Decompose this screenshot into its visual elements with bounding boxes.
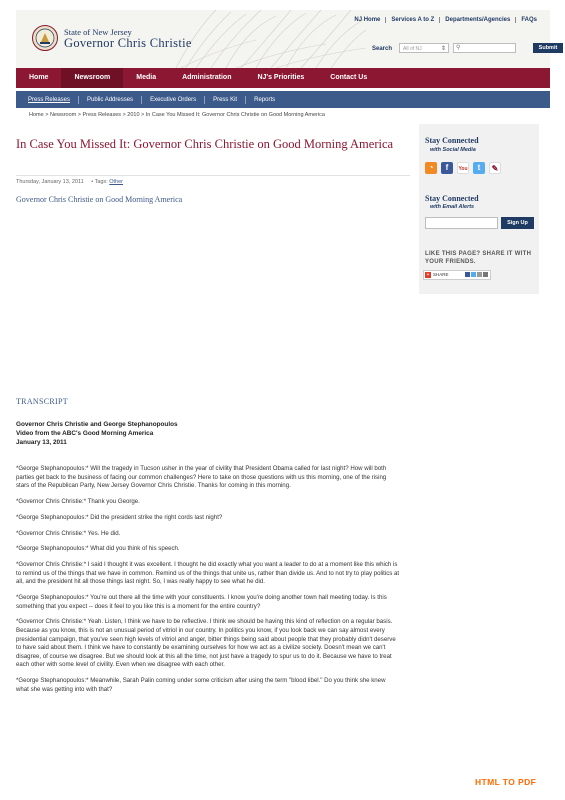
transcript-paragraph: *Governor Chris Christie:* Yeah. Listen, I think we have to be reflective. I think we should be having this kind of reflection on a regular basis. Because as you know, this is not an unusual period of vitriol in our country. In politics you know, if you look back we can say almost every presidential campaign, that you've seen high levels of vitriol and anger, bitter things being said about people that they probably didn't deserve to have said about them. I think we have to constantly be examining ourselves for how we act as a civilize society. Doesn't mean we can't disagree, of course we disagree. But we should look at this all the time, not just have a tragedy to spur us to do it. Because we have to treat each other with some level of civility. Even when we disagree with each other.: [16, 618, 396, 669]
share-button[interactable]: [423, 270, 491, 280]
sidebar: [419, 124, 539, 294]
site-header: [16, 10, 558, 68]
transcript-paragraph: *Governor Chris Christie:* Thank you George.: [16, 497, 140, 505]
news-icon[interactable]: ✎: [489, 162, 501, 174]
article-meta: [16, 175, 410, 185]
email-mini-icon: [477, 272, 482, 277]
subnav-press-kit[interactable]: Press Kit: [204, 96, 245, 104]
faqs-link[interactable]: FAQs: [515, 17, 542, 23]
select-arrows-icon: ⇕: [440, 46, 446, 52]
search-input[interactable]: [453, 43, 516, 53]
transcript-paragraph: *George Stephanopoulos:* Did the president strike the right cords last night?: [16, 513, 223, 521]
nav-nj-priorities[interactable]: NJ's Priorities: [257, 74, 305, 81]
subnav-public-addresses[interactable]: Public Addresses: [78, 96, 141, 104]
transcript-heading: TRANSCRIPT: [16, 397, 68, 406]
nav-administration[interactable]: Administration: [182, 74, 232, 81]
plus-icon: +: [426, 271, 430, 278]
services-a-to-z-link[interactable]: Services A to Z: [385, 17, 439, 23]
nav-newsroom[interactable]: Newsroom: [61, 68, 123, 88]
youtube-icon[interactable]: You: [457, 162, 469, 174]
departments-agencies-link[interactable]: Departments/Agencies: [439, 17, 515, 23]
social-icons: [425, 162, 501, 174]
search-scope-select[interactable]: [399, 43, 449, 53]
twitter-mini-icon: [471, 272, 476, 277]
subnav-reports[interactable]: Reports: [245, 96, 283, 104]
social-media-subtitle: with Social Media: [430, 147, 476, 153]
nj-home-link[interactable]: NJ Home: [354, 17, 381, 23]
more-mini-icon: [483, 272, 488, 277]
utility-links: [349, 17, 542, 23]
search-label: Search: [372, 46, 393, 52]
transcript-paragraph: *Governor Chris Christie:* I said I thought it was excellent. I thought he did exactly what you want a leader to do at a moment like this which is to remind us of the things that we have in common. Remind us of the things that unite us, rather than divide us. And to not try to play politics at all, and the president hit all those things last night. So, I was really happy to see what he did.: [16, 561, 400, 586]
share-prompt: LIKE THIS PAGE? SHARE IT WITH YOUR FRIENDS.: [425, 251, 532, 265]
search-submit-button[interactable]: Submit: [533, 43, 563, 53]
email-alerts-subtitle: with Email Alerts: [430, 204, 475, 210]
social-media-title: Stay Connected: [425, 136, 479, 145]
tag-link-other[interactable]: Other: [109, 179, 124, 185]
state-seal-icon: [32, 25, 58, 51]
tags-label: • Tags:: [91, 179, 108, 185]
intro-line: January 13, 2011: [16, 439, 67, 446]
transcript-paragraph: *George Stephanopoulos:* Meanwhile, Sarah Palin coming under some criticism after using the term "blood libel." Do you think she knew what she was getting into with that?: [16, 677, 386, 693]
breadcrumb[interactable]: Home > Newsroom > Press Releases > 2010 > In Case You Missed It: Governor Chris Christie on Good Morning America: [29, 112, 325, 118]
grass-banner-graphic: [176, 10, 366, 68]
nav-media[interactable]: Media: [136, 74, 157, 81]
rss-icon[interactable]: ◔: [425, 162, 437, 174]
state-of-nj-label: State of New Jersey: [64, 27, 132, 37]
governor-site-title[interactable]: Governor Chris Christie: [64, 36, 192, 50]
nav-home[interactable]: Home: [29, 74, 49, 81]
intro-line: Video from the ABC's Good Morning America: [16, 430, 154, 437]
transcript-body: [16, 465, 400, 702]
intro-line: Governor Chris Christie and George Stephanopoulos: [16, 421, 178, 428]
sub-nav: [16, 91, 550, 108]
subnav-press-releases[interactable]: Press Releases: [28, 96, 71, 103]
facebook-mini-icon: [465, 272, 470, 277]
html-to-pdf-badge[interactable]: HTML TO PDF: [475, 777, 537, 787]
email-field[interactable]: [425, 217, 498, 229]
email-alerts-title: Stay Connected: [425, 194, 479, 203]
sign-up-button[interactable]: Sign Up: [501, 217, 534, 229]
search-icon: ⚲: [456, 45, 461, 51]
transcript-paragraph: *George Stephanopoulos:* What did you think of his speech.: [16, 545, 180, 553]
twitter-icon[interactable]: t: [473, 162, 485, 174]
nav-contact-us[interactable]: Contact Us: [330, 74, 368, 81]
transcript-intro: [16, 420, 178, 447]
share-mini-icons: [465, 272, 488, 277]
search-scope-value: All of NJ: [403, 46, 422, 52]
facebook-icon[interactable]: f: [441, 162, 453, 174]
main-nav: [16, 68, 550, 88]
article-subtitle: Governor Chris Christie on Good Morning America: [16, 195, 183, 204]
transcript-paragraph: *George Stephanopoulos:* Will the tragedy in Tucson usher in the year of civility that President Obama called for last night? How will both parties get back to the business of facing our common challenges? Here to take on those questions with us this morning, one of the rising stars of the Republican Party, New Jersey Governor Chris Christie. Thanks for coming in this morning.: [16, 465, 387, 490]
transcript-paragraph: *Governor Chris Christie:* Yes. He did.: [16, 529, 121, 537]
transcript-paragraph: *George Stephanopoulos:* You're out there all the time with your constituents. I know you're doing another town hall meeting today. Is this something that you expect -- does it feel to you like this is a moment for the entire country?: [16, 594, 387, 610]
share-label: SHARE: [433, 272, 449, 277]
article-title: In Case You Missed It: Governor Chris Christie on Good Morning America: [16, 137, 394, 151]
tags-label-text: Tags:: [94, 179, 108, 185]
subnav-executive-orders[interactable]: Executive Orders: [141, 96, 204, 104]
article-date: Thursday, January 13, 2011: [16, 179, 84, 185]
